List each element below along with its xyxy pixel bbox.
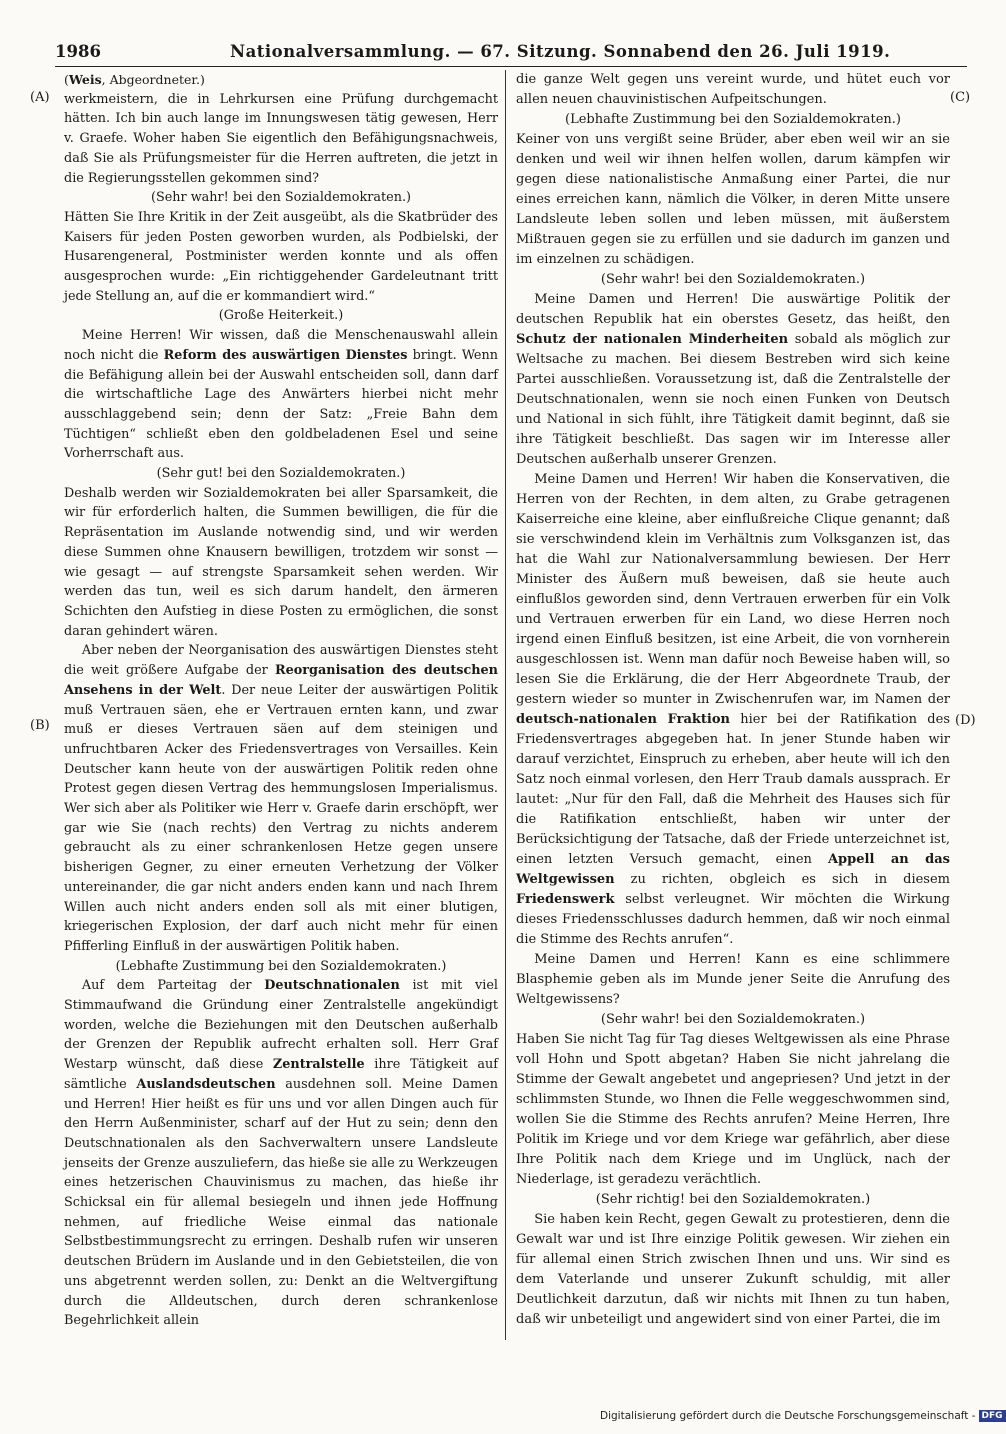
margin-mark-a: (A) bbox=[30, 90, 50, 105]
credit-text: Digitalisierung gefördert durch die Deutsche Forschungsgemeinschaft - bbox=[600, 1410, 976, 1422]
paragraph: Haben Sie nicht Tag für Tag dieses Weltgewissen als eine Phrase voll Hohn und Spott abgetan? Haben Sie nicht jahrelang die Stimme der Gewalt angebetet und angepriesen? Und jetzt in der schlimmsten Stunde, wo Ihnen die Felle weggeschwommen sind, wollen Sie die Stimme des Rechts anrufen? Meine Herren, Ihre Politik im Kriege und vor dem Kriege war gefährlich, aber diese Ihre Politik nach dem Kriege und im Unglück, nach der Niederlage, ist geradezu verächtlich. bbox=[516, 1032, 950, 1187]
digitization-credit bbox=[600, 1410, 1003, 1428]
paragraph: Meine Herren! Wir wissen, daß die Menschenauswahl allein noch nicht die Reform des auswärtigen Dienstes bringt. Wenn die Befähigung allein bei der Auswahl entscheiden soll, dann darf die wirtschaftliche Lage des Anwärters hierbei nicht mehr ausschlaggebend sein; denn der Satz: „Freie Bahn dem Tüchtigen“ schließt eben den goldbeladenen Esel und seine Vorherrschaft aus. bbox=[64, 328, 498, 462]
margin-mark-b: (B) bbox=[30, 718, 50, 733]
paragraph: Auf dem Parteitag der Deutschnationalen ist mit viel Stimmaufwand die Gründung einer Zentralstelle angekündigt worden, welche die Beziehungen mit den Deutschen außerhalb der Grenzen der Republik aufrecht erhalten soll. Herr Graf Westarp wünscht, daß diese Zentralstelle ihre Tätigkeit auf sämtliche Auslandsdeutschen ausdehnen soll. Meine Damen und Herren! Hier heißt es für uns und vor allen Dingen auch für den Herrn Außenminister, scharf auf der Hut zu sein; denn den Deutschnationalen als den Sachverwaltern unsere Landsleute jenseits der Grenze auszuliefern, das hieße sie alle zu Werkzeugen eines hetzerischen Chauvinismus zu machen, das hieße ihr Schicksal ein für allemal besiegeln und ihnen jede Hoffnung nehmen, auf friedliche Weise einmal das nationale Selbstbestimmungsrecht zu erringen. Deshalb rufen wir unseren deutschen Brüdern im Auslande und in den Gebietsteilen, die von uns abgetrennt werden sollen, zu: Denkt an die Weltvergiftung durch die Alldeutschen, durch deren schrankenlose Begehrlichkeit allein bbox=[64, 978, 499, 1329]
paragraph: Keiner von uns vergißt seine Brüder, aber eben weil wir an sie denken und weil wir ihnen helfen wollen, darum kämpfen wir gegen diese nationalistische Anmaßung einer Partei, die nur eines erreichen kann, nämlich die Völker, in deren Mitte unsere Landsleute leben sollen und leben müssen, mit äußerstem Mißtrauen gegen sie zu erfüllen und sie dadurch im ganzen und im einzelnen zu schädigen. bbox=[516, 132, 950, 267]
speaker-line: (Weis, Abgeordneter.) bbox=[64, 72, 205, 87]
margin-mark-d: (D) bbox=[955, 713, 976, 728]
reaction: (Große Heiterkeit.) bbox=[218, 308, 344, 324]
paragraph: werkmeistern, die in Lehrkursen eine Prüfung durchgemacht hätten. Ich bin auch lange im Innungswesen tätig gewesen, Herr v. Graefe. Woher haben Sie eigentlich den Befähigungsnachweis, daß Sie als Prüfungsmeister für die Herren auftreten, die jetzt in die Regierungsstellen gekommen sind? bbox=[64, 91, 498, 186]
page-header bbox=[55, 40, 967, 66]
reaction: (Sehr wahr! bei den Sozialdemokraten.) bbox=[600, 1012, 866, 1027]
paragraph: Meine Damen und Herren! Wir haben die Konservativen, die Herren von der Rechten, in dem alten, zu Grabe getragenen Kaiserreiche eine kleine, aber einflußreiche Clique genannt; daß sie verschwindend klein im Verhältnis zum Volksganzen ist, das hat die Wahl zur Nationalversammlung bewiesen. Der Herr Minister des Äußern muß beweisen, daß sie heute auch einflußlos geworden sind, denn Vertrauen erwerben für ein Volk und Vertrauen erwerben für ein Land, wo diese Herren noch irgend einen Einfluß besitzen, ist eine Arbeit, die von vornherein ausgeschlossen ist. Wenn man dafür noch Beweise haben will, so lesen Sie die Erklärung, die der Herr Abgeordnete Traub, der gestern wieder so munter in Zwischenrufen war, im Namen der deutsch-nationalen Fraktion hier bei der Ratifikation des Friedensvertrages abgegeben hat. In jener Stunde haben wir darauf verzichtet, Einspruch zu erheben, aber heute will ich den Satz noch einmal vorlesen, den Herr Traub damals aussprach. Er lautet: „Nur für den Fall, daß die Mehrheit des Hauses sich für die Ratifikation entschließt, haben wir unter der Berücksichtigung der Tatsache, daß der Friede unterzeichnet ist, einen letzten Versuch gemacht, einen Appell an das Weltgewissen zu richten, obgleich es sich in diesem Friedenswerk selbst verleugnet. Wir möchten die Wirkung dieses Friedensschlusses dadurch hemmen, daß wir noch einmal die Stimme des Rechts anrufen“. bbox=[516, 472, 950, 947]
column-divider bbox=[505, 70, 506, 1340]
page-number: 1986 bbox=[55, 42, 101, 61]
left-column bbox=[64, 70, 498, 1331]
page-title: Nationalversammlung. — 67. Sitzung. Sonnabend den 26. Juli 1919. bbox=[230, 42, 891, 61]
paragraph: Aber neben der Neorganisation des auswärtigen Dienstes steht die weit größere Aufgabe der Reorganisation des deutschen Ansehens in der Welt. Der neue Leiter der auswärtigen Politik muß Vertrauen säen, ehe er Vertrauen ernten kann, und zwar muß er dieses Vertrauen säen auf dem steinigen und unfruchtbaren Acker des Friedensvertrages von Versailles. Kein Deutscher kann heute von der auswärtigen Politik reden ohne Protest gegen diesen Vertrag des hemmungslosen Imperialismus. Wer sich aber als Politiker wie Herr v. Graefe darin erschöpft, wer gar wie Sie (nach rechts) den Vertrag zu nichts anderem gebraucht als zu einer schrankenlosen Hetze gegen unsere bisherigen Gegner, zu einer erneuten Verhetzung der Völker untereinander, die gar nicht anders enden kann und nach Ihrem Willen auch nicht anders enden soll als mit einer blutigen, kriegerischen Explosion, der darf auch nicht mehr für einen Pfifferling Einfluß in der auswärtigen Politik haben. bbox=[64, 643, 498, 954]
reaction: (Sehr gut! bei den Sozialdemokraten.) bbox=[156, 466, 406, 482]
reaction: (Sehr wahr! bei den Sozialdemokraten.) bbox=[600, 272, 866, 287]
reaction: (Lebhafte Zustimmung bei den Sozialdemokraten.) bbox=[565, 112, 901, 127]
dfg-logo: DFG bbox=[979, 1410, 1006, 1422]
reaction: (Sehr wahr! bei den Sozialdemokraten.) bbox=[150, 190, 412, 206]
header-rule bbox=[55, 66, 967, 67]
reaction: (Sehr richtig! bei den Sozialdemokraten.) bbox=[595, 1192, 871, 1207]
paragraph: Deshalb werden wir Sozialdemokraten bei aller Sparsamkeit, die wir für erforderlich halten, die Summen bewilligen, die für die Repräsentation im Auslande notwendig sind, und wir werden diese Summen ohne Knausern bewilligen, trotzdem wir sonst — wie gesagt — auf strengste Sparsamkeit sehen werden. Wir werden das tun, weil es sich darum handelt, den ärmeren Schichten den Aufstieg in diese Posten zu ermöglichen, die sonst daran gehindert wären. bbox=[64, 485, 498, 639]
paragraph: Hätten Sie Ihre Kritik in der Zeit ausgeübt, als die Skatbrüder des Kaisers für jeden Posten geworben wurden, als Podbielski, der Husarengeneral, Postminister werden konnte und als offen ausgesprochen wurde: „Ein richtiggehender Gardeleutnant tritt jede Stellung an, auf die er kommandiert wird.“ bbox=[64, 209, 498, 304]
paragraph: die ganze Welt gegen uns vereint wurde, und hütet euch vor allen neuen chauvinistischen Aufpeitschungen. bbox=[516, 72, 950, 107]
reaction: (Lebhafte Zustimmung bei den Sozialdemokraten.) bbox=[115, 958, 447, 974]
paragraph: Meine Damen und Herren! Die auswärtige Politik der deutschen Republik hat ein oberstes Gesetz, das heißt, den Schutz der nationalen Minderheiten sobald als möglich zur Weltsache zu machen. Bei diesem Bestreben wird sich keine Partei ausschließen. Voraussetzung ist, daß die Zentralstelle der Deutschnationalen, wenn sie noch einen Funken von Deutsch und National in sich fühlt, ihre Tätigkeit damit beginnt, daß sie ihre Tätigkeit beschließt. Das sagen wir im Interesse aller Deutschen außerhalb unserer Grenzen. bbox=[516, 292, 950, 467]
paragraph: Meine Damen und Herren! Kann es eine schlimmere Blasphemie geben als im Munde jener Seite die Anrufung des Weltgewissens? bbox=[516, 952, 950, 1007]
margin-mark-c: (C) bbox=[950, 90, 971, 105]
paragraph: Sie haben kein Recht, gegen Gewalt zu protestieren, denn die Gewalt war und ist Ihre einzige Politik gewesen. Wir ziehen ein für allemal einen Strich zwischen Ihnen und uns. Wir sind es dem Vaterlande und unserer Zukunft schuldig, mit aller Deutlichkeit darzutun, daß wir nichts mit Ihnen zu tun haben, daß wir unbeteiligt und angewidert sind von einer Partei, die im bbox=[516, 1212, 950, 1327]
right-column bbox=[516, 70, 950, 1330]
speaker-name: Weis bbox=[68, 72, 102, 87]
